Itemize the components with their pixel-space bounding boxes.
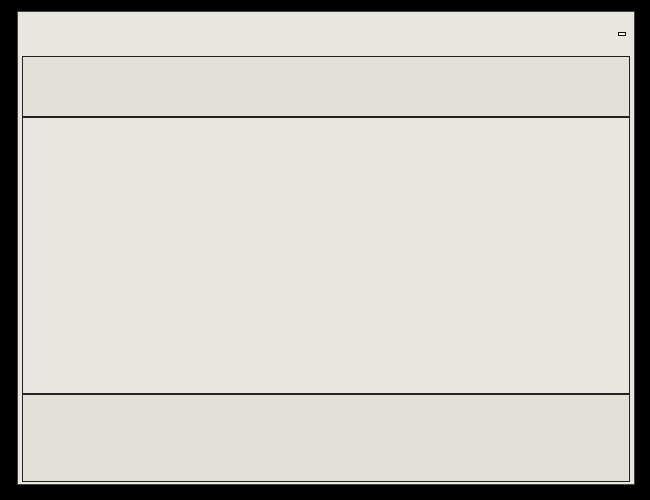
population-grid (22, 116, 630, 394)
column-header-band (22, 56, 630, 118)
census-sheet (18, 12, 634, 484)
sheet-number (618, 32, 626, 36)
supplementary-section (22, 394, 630, 482)
